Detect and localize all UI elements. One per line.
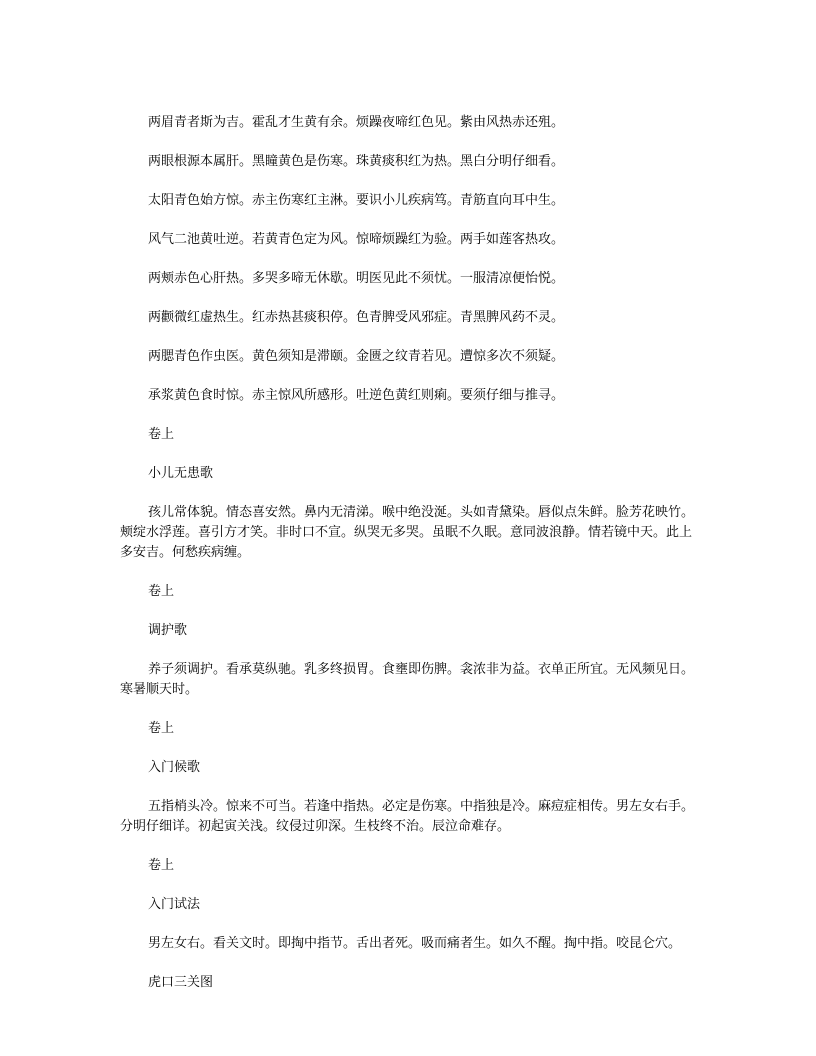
- section-title: 入门候歌: [148, 760, 201, 775]
- document-page: [120, 113, 698, 1012]
- section-title: 虎口三关图: [148, 975, 214, 990]
- verse-cheeks: 两颊赤色心肝热。多哭多啼无休歇。明医见此不须忧。一服清凉便怡悦。: [148, 271, 565, 286]
- section-title: 调护歌: [148, 623, 188, 638]
- volume-label: 卷上: [148, 427, 175, 442]
- verse-cheekbones: 两颧微红虚热生。红赤热甚痰积停。色青脾受风邪症。青黑脾风药不灵。: [148, 310, 565, 325]
- verse-eyebrows: 两眉青者斯为吉。霍乱才生黄有余。烦躁夜啼红色见。紫由风热赤还殂。: [148, 115, 565, 130]
- section-body: 孩儿常体貌。情态喜安然。鼻内无清涕。喉中绝没涎。头如青黛染。唇似点朱鲜。脸芳花映竹。颊绽水浮莲。喜引方才笑。非时口不宣。纵哭无多哭。虽眠不久眠。意同波浪静。情若镜中天。此上多安吉。何愁疾病缠。: [120, 505, 695, 560]
- section-body: 男左女右。看关文时。即掏中指节。舌出者死。吸而痛者生。如久不醒。掏中指。咬昆仑穴。: [148, 936, 682, 951]
- verse-wind-pools: 风气二池黄吐逆。若黄青色定为风。惊啼烦躁红为验。两手如莲客热攻。: [148, 232, 565, 247]
- volume-label: 卷上: [148, 584, 175, 599]
- section-body: 五指梢头冷。惊来不可当。若逢中指热。必定是伤寒。中指独是冷。麻痘症相传。男左女右手。分明仔细详。初起寅关浅。纹侵过卯深。生枝终不治。辰泣命难存。: [120, 799, 695, 834]
- verse-temples: 太阳青色始方惊。赤主伤寒红主淋。要识小儿疾病笃。青筋直向耳中生。: [148, 193, 565, 208]
- verse-jaws: 两腮青色作虫医。黄色须知是滞颐。金匮之纹青若见。遭惊多次不须疑。: [148, 349, 565, 364]
- verse-chin: 承浆黄色食时惊。赤主惊风所感形。吐逆色黄红则痢。要须仔细与推寻。: [148, 388, 565, 403]
- section-title: 小儿无患歌: [148, 466, 214, 481]
- verse-eyes: 两眼根源本属肝。黑瞳黄色是伤寒。珠黄痰积红为热。黑白分明仔细看。: [148, 154, 565, 169]
- section-title: 入门试法: [148, 897, 201, 912]
- volume-label: 卷上: [148, 721, 175, 736]
- volume-label: 卷上: [148, 858, 175, 873]
- section-body: 养子须调护。看承莫纵驰。乳多终损胃。食壅即伤脾。衾浓非为益。衣单正所宜。无风频见日。寒暑顺天时。: [120, 662, 695, 697]
